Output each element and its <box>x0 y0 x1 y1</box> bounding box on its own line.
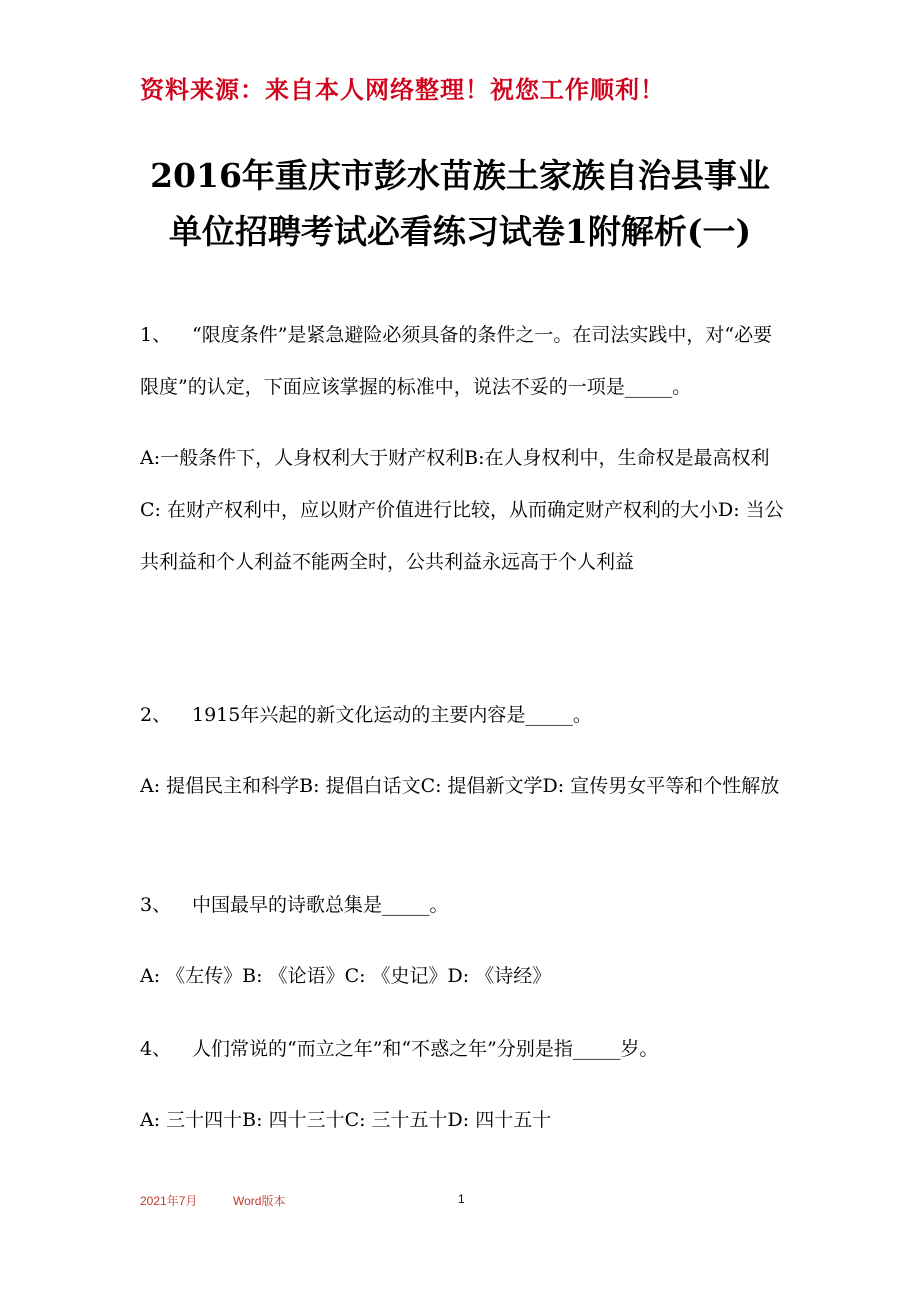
question-number: 2、 <box>140 704 172 726</box>
question-stem <box>140 309 790 413</box>
page-number: 1 <box>458 1192 465 1206</box>
question-options: A: 提倡民主和科学B: 提倡白话文C: 提倡新文学D: 宣传男女平等和个性解放 <box>140 775 780 797</box>
footer-version: Word版本 <box>233 1194 286 1208</box>
question-text: 中国最早的诗歌总集是_____。 <box>192 894 449 916</box>
question-4 <box>140 1004 790 1165</box>
question-number: 4、 <box>140 1038 172 1060</box>
question-1 <box>140 290 790 607</box>
footer-date: 2021年7月 <box>140 1194 198 1208</box>
title-line-1: 2016年重庆市彭水苗族土家族自治县事业 <box>150 156 770 195</box>
title-line-2: 单位招聘考试必看练习试卷1附解析(一) <box>168 212 752 251</box>
document-title <box>100 148 820 260</box>
question-stem <box>140 1023 790 1075</box>
question-text: 1915年兴起的新文化运动的主要内容是_____。 <box>192 704 592 726</box>
question-text: “限度条件”是紧急避险必须具备的条件之一。在司法实践中，对“必要限度”的认定，下面应该掌握的标准中，说法不妥的一项是_____。 <box>140 324 773 398</box>
question-stem <box>140 879 790 931</box>
question-options: A: 三十四十B: 四十三十C: 三十五十D: 四十五十 <box>140 1109 552 1131</box>
question-2 <box>140 670 790 831</box>
question-options: A: 《左传》B: 《论语》C: 《史记》D: 《诗经》 <box>140 965 552 987</box>
question-number: 3、 <box>140 894 172 916</box>
question-options: A:一般条件下，人身权利大于财产权利B:在人身权利中，生命权是最高权利C: 在财产权利中，应以财产价值进行比较，从而确定财产权利的大小D: 当公共利益和个人利益不能两全时，公共利益永远高于个人利益 <box>140 447 784 573</box>
question-3 <box>140 860 790 1021</box>
question-stem <box>140 689 790 741</box>
question-text: 人们常说的“而立之年”和“不惑之年”分别是指_____岁。 <box>192 1038 659 1060</box>
question-number: 1、 <box>140 324 172 346</box>
source-notice: 资料来源：来自本人网络整理！祝您工作顺利！ <box>140 76 665 104</box>
